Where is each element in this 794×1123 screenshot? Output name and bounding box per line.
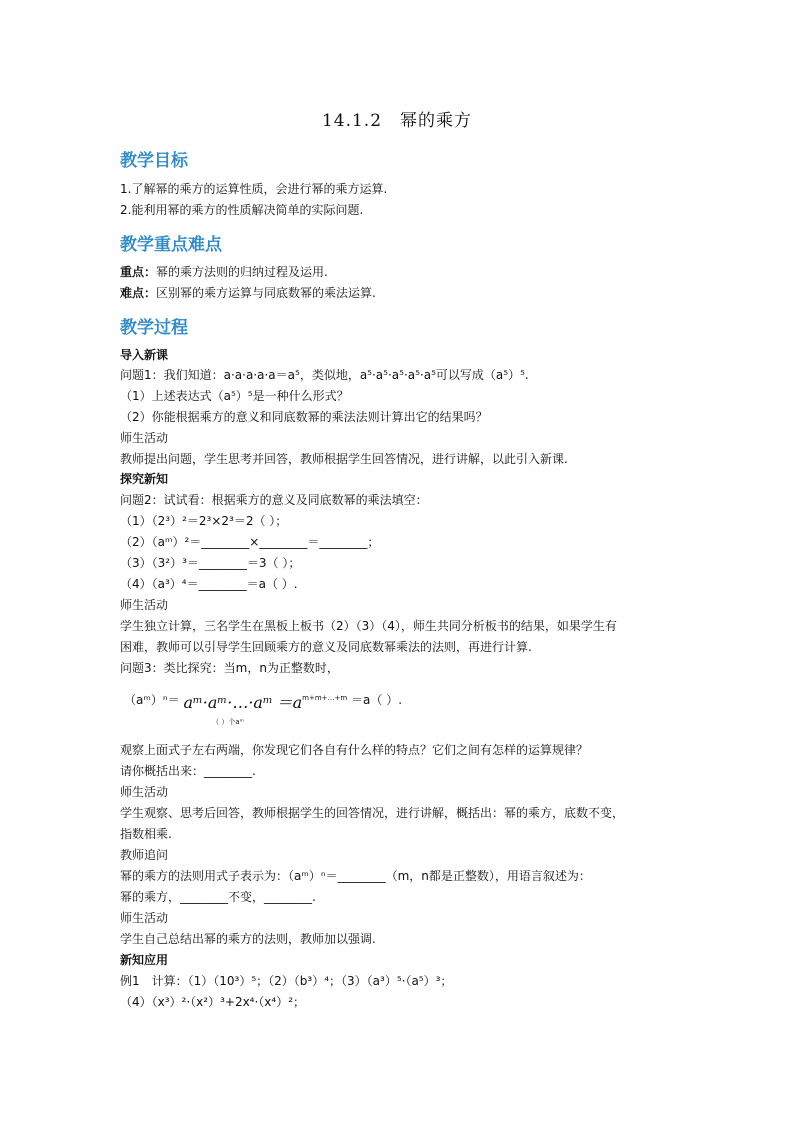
question-1-part-2: （2）你能根据乘方的意义和同底数幂的乘法法则计算出它的结果吗？ [120,410,488,424]
formula-exponent-sum: m+m+…+m [302,694,348,702]
question-2: 问题2：试试看：根据乘方的意义及同底数幂的乘法填空： [120,493,428,507]
question-1: 问题1：我们知道：a·a·a·a·a＝a⁵，类似地，a⁵·a⁵·a⁵·a⁵·a⁵可以写成（a⁵）⁵. [120,368,529,382]
intro-activity-text: 教师提出问题，学生思考并回答，教师根据学生回答情况，进行讲解，以此引入新课. [120,452,568,466]
formula-underbrace-label: （ ）个aᵐ [212,718,245,726]
follow-up-text-1: 幂的乘方的法则用式子表示为：（aᵐ）ⁿ＝________（m，n都是正整数），用语言叙述为： [120,869,591,883]
activity-label-3: 师生活动 [120,911,169,925]
example-1: 例1 计算：（1）（10³）⁵；（2）（b³）⁴；（3）（a³）⁵·（a⁵）³； [120,974,453,988]
fill-item-3: （3）（3²）³＝________＝3（ ）； [120,556,301,570]
example-1-continued: （4）（x³）²·（x²）³+2x⁴·（x⁴）²； [120,995,306,1009]
explore-activity-label: 师生活动 [120,598,169,612]
intro-activity-label: 师生活动 [120,431,169,445]
summarize-text: 请你概括出来：________. [120,764,256,778]
apply-heading: 新知应用 [120,953,169,967]
document-title: 14.1.2 幂的乘方 [321,111,473,131]
difficulty-line [120,285,376,301]
power-formula [124,690,403,726]
section-heading-process: 教学过程 [120,318,188,338]
question-3: 问题3：类比探究：当m，n为正整数时， [120,661,339,675]
activity-2-text-2: 指数相乘. [120,827,172,841]
hard-text: 区别幂的乘方运算与同底数幂的乘法运算. [156,286,376,300]
question-1-part-1: （1）上述表达式（a⁵）⁵是一种什么形式？ [120,389,349,403]
follow-up-text-2: 幂的乘方，________不变，________. [120,890,316,904]
formula-product: aᵐ·aᵐ·…·aᵐ [183,693,273,712]
key-text: 幂的乘方法则的归纳过程及运用. [156,265,328,279]
formula-left: （aᵐ）ⁿ＝ [124,693,180,707]
explore-activity-text-2: 困难，教师可以引导学生回顾乘方的意义及同底数幂乘法的法则，再进行计算. [120,640,532,654]
key-label: 重点： [120,265,157,279]
section-heading-goals: 教学目标 [120,151,188,171]
fill-item-4: （4）（a³）⁴＝________＝a（ ）. [120,577,298,591]
section-heading-keypoints: 教学重点难点 [120,235,222,255]
fill-item-2: （2）（aᵐ）²＝________×________＝________； [120,535,380,549]
explore-heading: 探究新知 [120,472,169,486]
follow-up-label: 教师追问 [120,848,169,862]
formula-equals-a: ＝a [276,693,303,712]
intro-heading: 导入新课 [120,348,169,362]
formula-end: ＝a（ ）. [351,693,403,707]
goal-line-1: 1.了解幂的乘方的运算性质，会进行幂的乘方运算. [120,182,388,196]
goal-line-2: 2.能利用幂的乘方的性质解决简单的实际问题. [120,203,364,217]
activity-label-2: 师生活动 [120,785,169,799]
activity-3-text: 学生自己总结出幂的乘方的法则，教师加以强调. [120,932,376,946]
observe-text: 观察上面式子左右两端，你发现它们各自有什么样的特点？它们之间有怎样的运算规律？ [120,743,589,757]
fill-item-1: （1）（2³）²＝2³×2³＝2（ ）； [120,514,288,528]
explore-activity-text-1: 学生独立计算，三名学生在黑板上板书（2）（3）（4），师生共同分析板书的结果，如果学生有 [120,619,617,633]
key-point-line [120,264,328,280]
activity-2-text-1: 学生观察、思考后回答，教师根据学生的回答情况，进行讲解，概括出：幂的乘方，底数不变， [120,806,625,820]
hard-label: 难点： [120,286,157,300]
